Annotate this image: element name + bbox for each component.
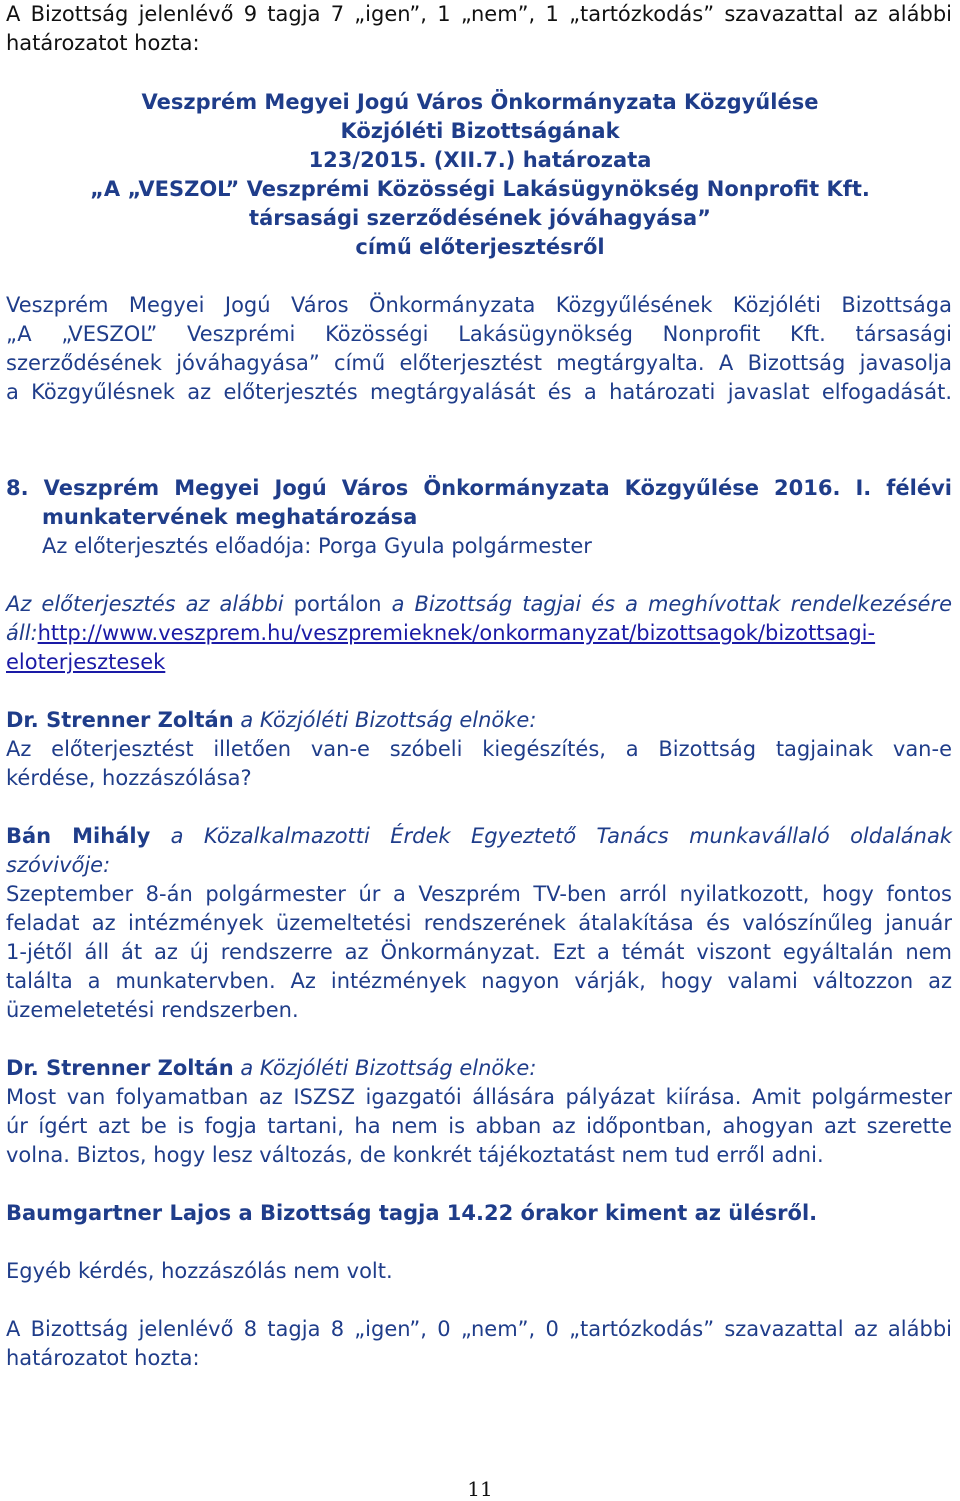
portal-link[interactable]: http://www.veszprem.hu/veszpremieknek/onkormanyzat/bizottsagok/bizottsagi- [37, 621, 876, 645]
resolution-title-line: 123/2015. (XII.7.) határozata [308, 148, 652, 172]
speaker-heading [6, 1054, 536, 1082]
resolution-recommendation: A Bizottság javasolja [704, 351, 952, 375]
speaker-name: Dr. Strenner Zoltán [6, 708, 234, 732]
speaker-heading [6, 822, 952, 850]
portal-link-line [6, 648, 165, 676]
resolution-body-line [6, 349, 952, 377]
speaker-role: a Közjóléti Bizottság elnöke: [233, 708, 537, 732]
portal-note-text: portálon [283, 592, 392, 616]
resolution-title-line: Veszprém Megyei Jogú Város Önkormányzata Közgyűlése [141, 90, 819, 114]
agenda-item-title: munkatervének meghatározása [42, 505, 418, 529]
speaker-name: Dr. Strenner Zoltán [6, 1056, 234, 1080]
speech-line: üzemeletetési rendszerben. [6, 998, 299, 1022]
portal-note-text: Az előterjesztés az alábbi [6, 592, 284, 616]
portal-link[interactable]: eloterjesztesek [6, 650, 166, 674]
page-number: 11 [467, 1477, 493, 1501]
speech-line: úr ígért azt be is fogja tartani, ha nem is abban az időpontban, ahogyan azt szerette [6, 1114, 952, 1138]
speech-line: Szeptember 8-án polgármester úr a Veszprém TV-ben arról nyilatkozott, hogy fontos [6, 882, 952, 906]
resolution-title-line: Közjóléti Bizottságának [340, 119, 620, 143]
speech-line: feladat az intézmények üzemeltetési rendszerének átalakítása és valószínűleg január [6, 911, 952, 935]
resolution-body-line: Veszprém Megyei Jogú Város Önkormányzata Közgyűlésének Közjóléti Bizottsága [6, 293, 952, 317]
speaker-name: Bán Mihály [6, 824, 151, 848]
resolution-title-line: „A „VESZOL” Veszprémi Közösségi Lakásügynökség Nonprofit Kft. [90, 177, 870, 201]
speaker-heading [6, 706, 536, 734]
speaker-role: a Közalkalmazotti Érdek Egyeztető Tanács munkavállaló oldalának [150, 824, 953, 848]
vote-statement-line: határozatot hozta: [6, 1346, 200, 1370]
vote-statement-line: határozatot hozta: [6, 31, 200, 55]
speech-line: kérdése, hozzászólása? [6, 766, 252, 790]
portal-link-line [6, 619, 875, 647]
resolution-title-line: című előterjesztésről [355, 235, 605, 259]
speech-line: volna. Biztos, hogy lesz változás, de konkrét tájékoztatást nem tud erről adni. [6, 1143, 824, 1167]
speech-line: találta a munkatervben. Az intézmények nagyon várják, hogy valami változzon az [6, 969, 952, 993]
no-other-comments: Egyéb kérdés, hozzászólás nem volt. [6, 1259, 393, 1283]
vote-statement-line: A Bizottság jelenlévő 8 tagja 8 „igen”, 0 „nem”, 0 „tartózkodás” szavazattal az alábbi [6, 1317, 952, 1341]
resolution-title-line: társasági szerződésének jóváhagyása” [249, 206, 711, 230]
speech-line: 1-jétől áll át az új rendszerre az Önkormányzat. Ezt a témát viszont egyáltalán nem [6, 940, 952, 964]
speech-line: Most van folyamatban az ISZSZ igazgatói állására pályázat kiírása. Amit polgármester [6, 1085, 952, 1109]
agenda-item-presenter: Az előterjesztés előadója: Porga Gyula polgármester [42, 534, 592, 558]
resolution-body-text: szerződésének jóváhagyása” című előterjesztést megtárgyalta. [6, 351, 705, 375]
speech-line: Az előterjesztést illetően van-e szóbeli kiegészítés, a Bizottság tagjainak van-e [6, 737, 952, 761]
resolution-body-line: a Közgyűlésnek az előterjesztés megtárgyalását és a határozati javaslat elfogadását. [6, 380, 952, 404]
portal-note-text: a Bizottság tagjai és a meghívottak rendelkezésére [391, 592, 952, 616]
vote-statement-line: A Bizottság jelenlévő 9 tagja 7 „igen”, 1 „nem”, 1 „tartózkodás” szavazattal az alábbi [6, 2, 952, 26]
member-leave-note: Baumgartner Lajos a Bizottság tagja 14.22 órakor kiment az ülésről. [6, 1201, 818, 1225]
resolution-body-line: „A „VESZOL” Veszprémi Közösségi Lakásügynökség Nonprofit Kft. társasági [6, 322, 952, 346]
speaker-role: szóvivője: [6, 853, 111, 877]
speaker-role: a Közjóléti Bizottság elnöke: [233, 1056, 537, 1080]
portal-note [6, 590, 952, 618]
agenda-item-title: 8. Veszprém Megyei Jogú Város Önkormányzata Közgyűlése 2016. I. félévi [6, 476, 952, 500]
portal-note-text: áll: [6, 621, 38, 645]
